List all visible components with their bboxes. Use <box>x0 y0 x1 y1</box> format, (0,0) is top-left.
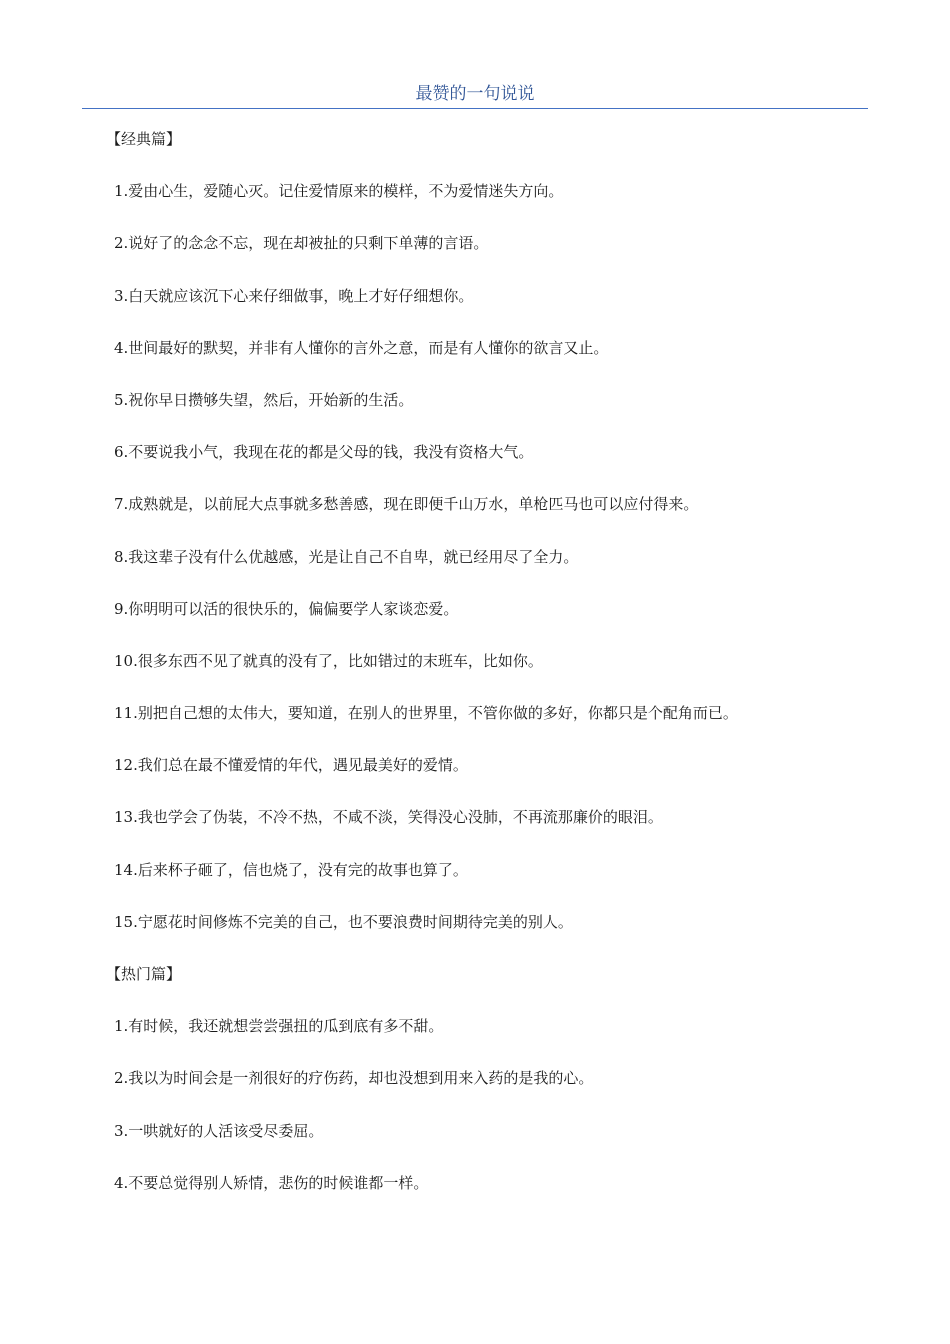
quote-item: 3.一哄就好的人活该受尽委屈。 <box>114 1121 324 1140</box>
quote-item: 1.爱由心生，爱随心灭。记住爱情原来的模样，不为爱情迷失方向。 <box>114 182 564 201</box>
quote-item: 12.我们总在最不懂爱情的年代，遇见最美好的爱情。 <box>114 756 468 775</box>
quote-item: 7.成熟就是，以前屁大点事就多愁善感，现在即便千山万水，单枪匹马也可以应付得来。 <box>114 495 699 514</box>
header-divider <box>82 108 868 109</box>
quote-item: 4.世间最好的默契，并非有人懂你的言外之意，而是有人懂你的欲言又止。 <box>114 338 609 357</box>
quote-item: 8.我这辈子没有什么优越感，光是让自己不自卑，就已经用尽了全力。 <box>114 547 579 566</box>
section-heading-popular: 【热门篇】 <box>106 965 182 983</box>
quote-item: 3.白天就应该沉下心来仔细做事，晚上才好仔细想你。 <box>114 286 474 305</box>
quote-item: 6.不要说我小气，我现在花的都是父母的钱，我没有资格大气。 <box>114 443 534 462</box>
quote-item: 14.后来杯子砸了，信也烧了，没有完的故事也算了。 <box>114 860 468 879</box>
quote-item: 11.别把自己想的太伟大，要知道，在别人的世界里，不管你做的多好，你都只是个配角而已。 <box>114 704 738 723</box>
quote-item: 2.我以为时间会是一剂很好的疗伤药，却也没想到用来入药的是我的心。 <box>114 1069 594 1088</box>
quote-item: 15.宁愿花时间修炼不完美的自己，也不要浪费时间期待完美的别人。 <box>114 912 573 931</box>
quote-item: 4.不要总觉得别人矫情，悲伤的时候谁都一样。 <box>114 1173 429 1192</box>
quote-item: 10.很多东西不见了就真的没有了，比如错过的末班车，比如你。 <box>114 651 543 670</box>
document-body <box>106 126 874 1222</box>
quote-item: 1.有时候，我还就想尝尝强扭的瓜到底有多不甜。 <box>114 1017 444 1036</box>
quote-item: 5.祝你早日攒够失望，然后，开始新的生活。 <box>114 390 414 409</box>
section-heading-classic: 【经典篇】 <box>106 130 182 148</box>
quote-item: 9.你明明可以活的很快乐的，偏偏要学人家谈恋爱。 <box>114 599 459 618</box>
quote-item: 13.我也学会了伪装，不冷不热，不咸不淡，笑得没心没肺，不再流那廉价的眼泪。 <box>114 808 663 827</box>
page-header-title: 最赞的一句说说 <box>415 84 535 104</box>
quote-item: 2.说好了的念念不忘，现在却被扯的只剩下单薄的言语。 <box>114 234 489 253</box>
